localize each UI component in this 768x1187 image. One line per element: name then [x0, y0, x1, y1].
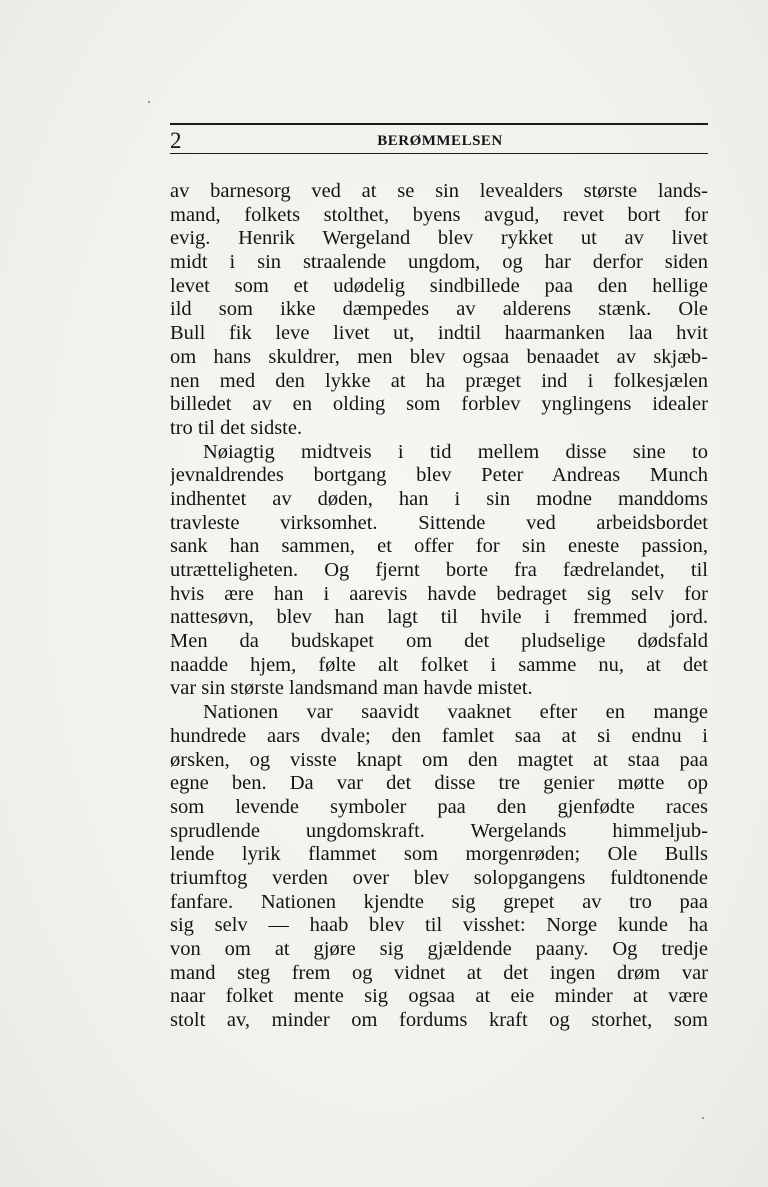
text-line: var sin største landsmand man havde mistet. [170, 677, 533, 700]
text-line: som levende symboler paa den gjenfødte races [170, 795, 708, 818]
text-line: om hans skuldrer, men blev ogsaa benaadet av skjæb- [170, 345, 708, 368]
text-line: egne ben. Da var det disse tre genier møtte op [170, 772, 708, 795]
text-line: sig selv — haab blev til visshet: Norge kunde ha [170, 914, 708, 937]
text-line: jevnaldrendes bortgang blev Peter Andreas Munch [170, 464, 708, 487]
text-line: stolt av, minder om fordums kraft og storhet, som [170, 1009, 708, 1032]
text-line: fanfare. Nationen kjendte sig grepet av tro paa [170, 890, 708, 913]
text-line: sprudlende ungdomskraft. Wergelands himmeljub- [170, 819, 708, 842]
header-bottom-rule [170, 153, 708, 154]
text-line: indhentet av døden, han i sin modne manddoms [170, 487, 708, 510]
text-line: naar folket mente sig ogsaa at eie minder at være [170, 985, 708, 1008]
text-line: midt i sin straalende ungdom, og har derfor siden [170, 251, 708, 274]
body-text [170, 180, 708, 1033]
text-line: Nøiagtig midtveis i tid mellem disse sine to [203, 440, 708, 463]
text-line: tro til det sidste. [170, 416, 303, 439]
text-line: nattesøvn, blev han lagt til hvile i fremmed jord. [170, 606, 708, 629]
text-line: nen med den lykke at ha præget ind i folkesjælen [170, 369, 708, 392]
text-line: levet som et udødelig sindbillede paa den hellige [170, 274, 708, 297]
text-line: utrætteligheten. Og fjernt borte fra fædrelandet, til [170, 559, 708, 581]
text-line: mand, folkets stolthet, byens avgud, revet bort for [170, 203, 708, 226]
text-line: mand steg frem og vidnet at det ingen drøm var [170, 961, 708, 984]
text-line: travleste virksomhet. Sittende ved arbeidsbordet [170, 511, 708, 534]
text-line: ild som ikke dæmpedes av alderens stænk. Ole [170, 298, 708, 321]
text-line: hvis ære han i aarevis havde bedraget sig selv for [170, 582, 708, 605]
text-line: billedet av en olding som forblev ynglingens idealer [170, 393, 708, 416]
text-line: Bull fik leve livet ut, indtil haarmanken laa hvit [170, 322, 708, 345]
text-line: triumftog verden over blev solopgangens fuldtonende [170, 866, 708, 889]
text-line: hundrede aars dvale; den famlet saa at si endnu i [170, 724, 708, 747]
text-line: lende lyrik flammet som morgenrøden; Ole Bulls [170, 843, 708, 866]
text-line: ørsken, og visste knapt om den magtet at staa paa [170, 748, 708, 771]
text-line: av barnesorg ved at se sin levealders største lands- [170, 180, 708, 202]
text-line: sank han sammen, et offer for sin eneste passion, [170, 535, 708, 558]
text-line: Nationen var saavidt vaaknet efter en mange [203, 701, 708, 724]
text-line: evig. Henrik Wergeland blev rykket ut av livet [170, 227, 708, 250]
text-line: von om at gjøre sig gjældende paany. Og tredje [170, 938, 708, 960]
page-number: 2 [170, 128, 182, 153]
paper-speck [702, 1117, 704, 1119]
running-title: BERØMMELSEN [377, 133, 503, 149]
header-top-rule [170, 123, 708, 125]
text-line: Men da budskapet om det pludselige dødsfald [170, 630, 708, 653]
text-line: naadde hjem, følte alt folket i samme nu, at det [170, 653, 708, 676]
paper-speck [148, 101, 150, 103]
